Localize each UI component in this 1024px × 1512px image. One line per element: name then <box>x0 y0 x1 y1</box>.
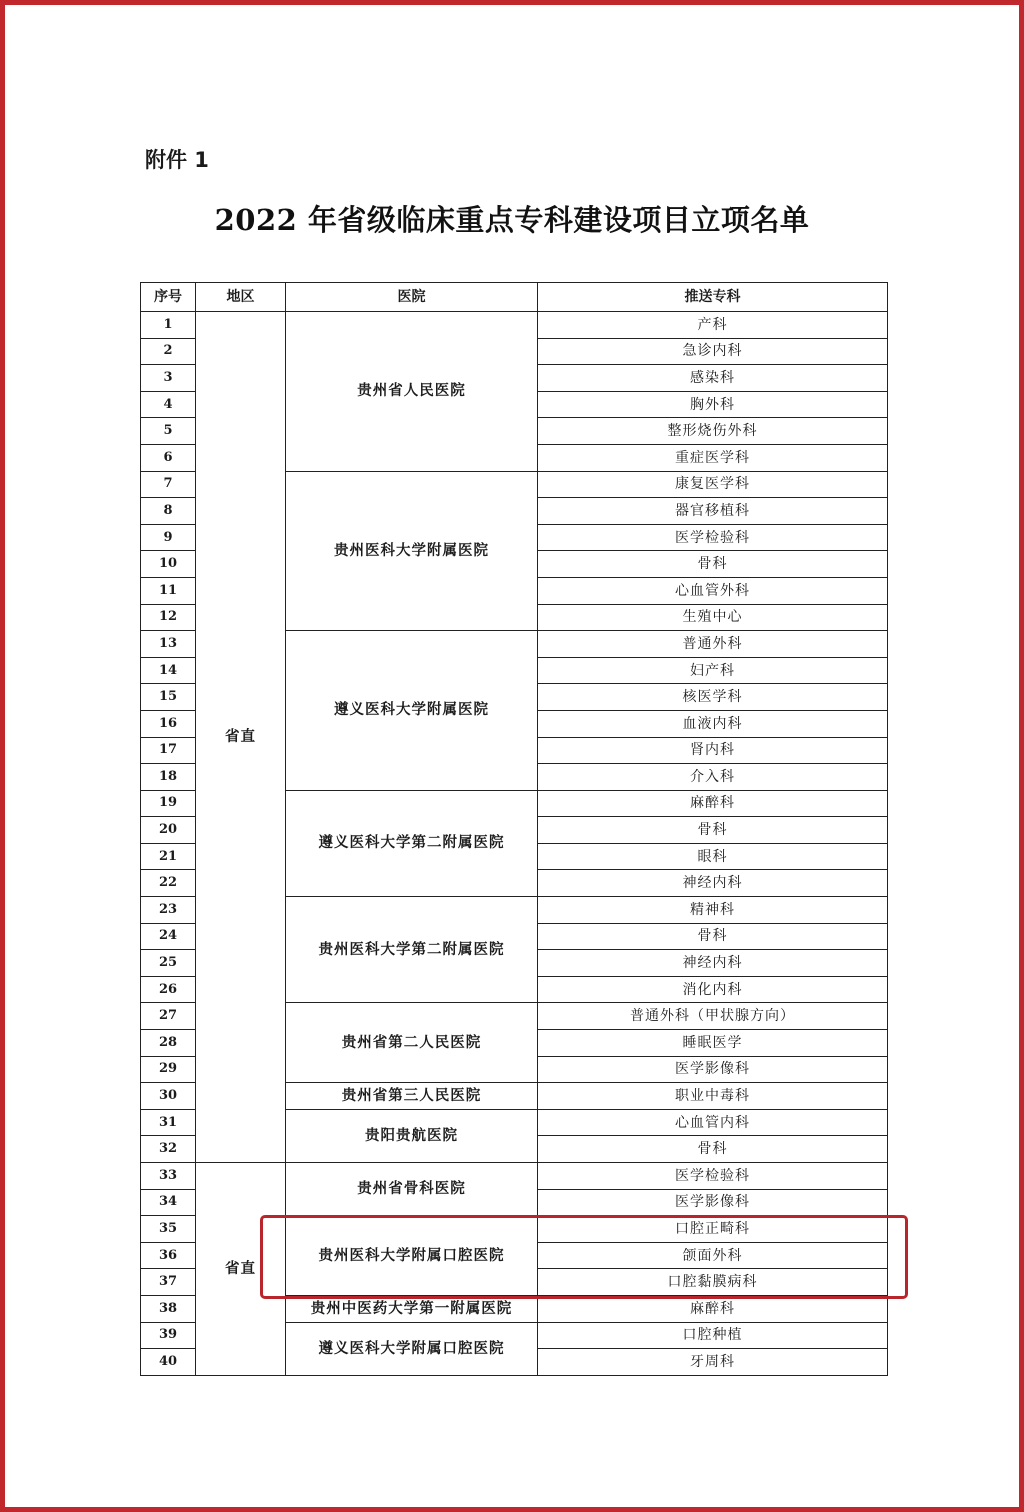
row-number: 20 <box>141 817 196 844</box>
specialty-cell: 感染科 <box>538 365 888 392</box>
row-number: 6 <box>141 444 196 471</box>
specialty-cell: 普通外科（甲状腺方向） <box>538 1003 888 1030</box>
specialty-cell: 骨科 <box>538 1136 888 1163</box>
row-number: 9 <box>141 524 196 551</box>
specialty-cell: 生殖中心 <box>538 604 888 631</box>
row-number: 8 <box>141 498 196 525</box>
specialty-cell: 口腔黏膜病科 <box>538 1269 888 1296</box>
highlight-box <box>260 1215 908 1299</box>
specialty-cell: 麻醉科 <box>538 790 888 817</box>
specialty-cell: 骨科 <box>538 923 888 950</box>
specialty-cell: 妇产科 <box>538 657 888 684</box>
specialty-cell: 颌面外科 <box>538 1242 888 1269</box>
specialty-cell: 胸外科 <box>538 391 888 418</box>
row-number: 11 <box>141 577 196 604</box>
row-number: 38 <box>141 1295 196 1322</box>
specialty-cell: 普通外科 <box>538 631 888 658</box>
hospital-cell: 遵义医科大学附属口腔医院 <box>286 1322 538 1375</box>
specialty-cell: 核医学科 <box>538 684 888 711</box>
hospital-cell: 贵州省第二人民医院 <box>286 1003 538 1083</box>
table-row <box>141 312 888 339</box>
hospital-cell: 贵州医科大学第二附属医院 <box>286 897 538 1003</box>
specialty-cell: 骨科 <box>538 551 888 578</box>
specialty-cell: 整形烧伤外科 <box>538 418 888 445</box>
hospital-cell: 贵州中医药大学第一附属医院 <box>286 1295 538 1322</box>
row-number: 40 <box>141 1349 196 1376</box>
specialty-cell: 神经内科 <box>538 870 888 897</box>
table-header-row <box>141 283 888 312</box>
row-number: 17 <box>141 737 196 764</box>
row-number: 16 <box>141 710 196 737</box>
row-number: 4 <box>141 391 196 418</box>
specialty-cell: 心血管内科 <box>538 1109 888 1136</box>
row-number: 31 <box>141 1109 196 1136</box>
header-specialty: 推送专科 <box>538 283 888 312</box>
row-number: 3 <box>141 365 196 392</box>
row-number: 19 <box>141 790 196 817</box>
row-number: 15 <box>141 684 196 711</box>
hospital-cell: 遵义医科大学第二附属医院 <box>286 790 538 896</box>
row-number: 27 <box>141 1003 196 1030</box>
row-number: 29 <box>141 1056 196 1083</box>
specialty-cell: 医学影像科 <box>538 1056 888 1083</box>
region-cell: 省直 <box>196 1163 286 1376</box>
row-number: 10 <box>141 551 196 578</box>
row-number: 5 <box>141 418 196 445</box>
row-number: 2 <box>141 338 196 365</box>
row-number: 25 <box>141 950 196 977</box>
row-number: 1 <box>141 312 196 339</box>
row-number: 35 <box>141 1216 196 1243</box>
hospital-cell: 贵州省第三人民医院 <box>286 1083 538 1110</box>
row-number: 32 <box>141 1136 196 1163</box>
row-number: 22 <box>141 870 196 897</box>
row-number: 18 <box>141 764 196 791</box>
row-number: 34 <box>141 1189 196 1216</box>
row-number: 13 <box>141 631 196 658</box>
document-title: 2022 年省级临床重点专科建设项目立项名单 <box>214 203 810 237</box>
hospital-cell: 贵州医科大学附属医院 <box>286 471 538 631</box>
hospital-cell: 贵阳贵航医院 <box>286 1109 538 1162</box>
specialty-cell: 口腔种植 <box>538 1322 888 1349</box>
specialty-cell: 血液内科 <box>538 710 888 737</box>
table-row <box>141 1163 888 1190</box>
specialty-cell: 职业中毒科 <box>538 1083 888 1110</box>
specialty-cell: 口腔正畸科 <box>538 1216 888 1243</box>
row-number: 30 <box>141 1083 196 1110</box>
row-number: 21 <box>141 843 196 870</box>
specialty-cell: 医学检验科 <box>538 1163 888 1190</box>
header-hospital: 医院 <box>286 283 538 312</box>
specialty-cell: 康复医学科 <box>538 471 888 498</box>
row-number: 12 <box>141 604 196 631</box>
project-list-table <box>140 282 888 1376</box>
specialty-cell: 器官移植科 <box>538 498 888 525</box>
specialty-cell: 精神科 <box>538 897 888 924</box>
hospital-cell: 贵州省骨科医院 <box>286 1163 538 1216</box>
attachment-label: 附件 1 <box>145 148 209 172</box>
row-number: 37 <box>141 1269 196 1296</box>
specialty-cell: 医学影像科 <box>538 1189 888 1216</box>
specialty-cell: 医学检验科 <box>538 524 888 551</box>
row-number: 24 <box>141 923 196 950</box>
specialty-cell: 牙周科 <box>538 1349 888 1376</box>
row-number: 26 <box>141 976 196 1003</box>
specialty-cell: 麻醉科 <box>538 1295 888 1322</box>
row-number: 39 <box>141 1322 196 1349</box>
hospital-cell: 遵义医科大学附属医院 <box>286 631 538 791</box>
region-cell: 省直 <box>196 312 286 1163</box>
specialty-cell: 重症医学科 <box>538 444 888 471</box>
specialty-cell: 产科 <box>538 312 888 339</box>
hospital-cell: 贵州医科大学附属口腔医院 <box>286 1216 538 1296</box>
specialty-cell: 肾内科 <box>538 737 888 764</box>
specialty-cell: 睡眠医学 <box>538 1030 888 1057</box>
header-no: 序号 <box>141 283 196 312</box>
hospital-cell: 贵州省人民医院 <box>286 312 538 472</box>
row-number: 28 <box>141 1030 196 1057</box>
specialty-cell: 神经内科 <box>538 950 888 977</box>
specialty-cell: 心血管外科 <box>538 577 888 604</box>
header-region: 地区 <box>196 283 286 312</box>
row-number: 23 <box>141 897 196 924</box>
row-number: 36 <box>141 1242 196 1269</box>
specialty-cell: 眼科 <box>538 843 888 870</box>
row-number: 14 <box>141 657 196 684</box>
specialty-cell: 介入科 <box>538 764 888 791</box>
specialty-cell: 消化内科 <box>538 976 888 1003</box>
row-number: 7 <box>141 471 196 498</box>
specialty-cell: 急诊内科 <box>538 338 888 365</box>
row-number: 33 <box>141 1163 196 1190</box>
specialty-cell: 骨科 <box>538 817 888 844</box>
